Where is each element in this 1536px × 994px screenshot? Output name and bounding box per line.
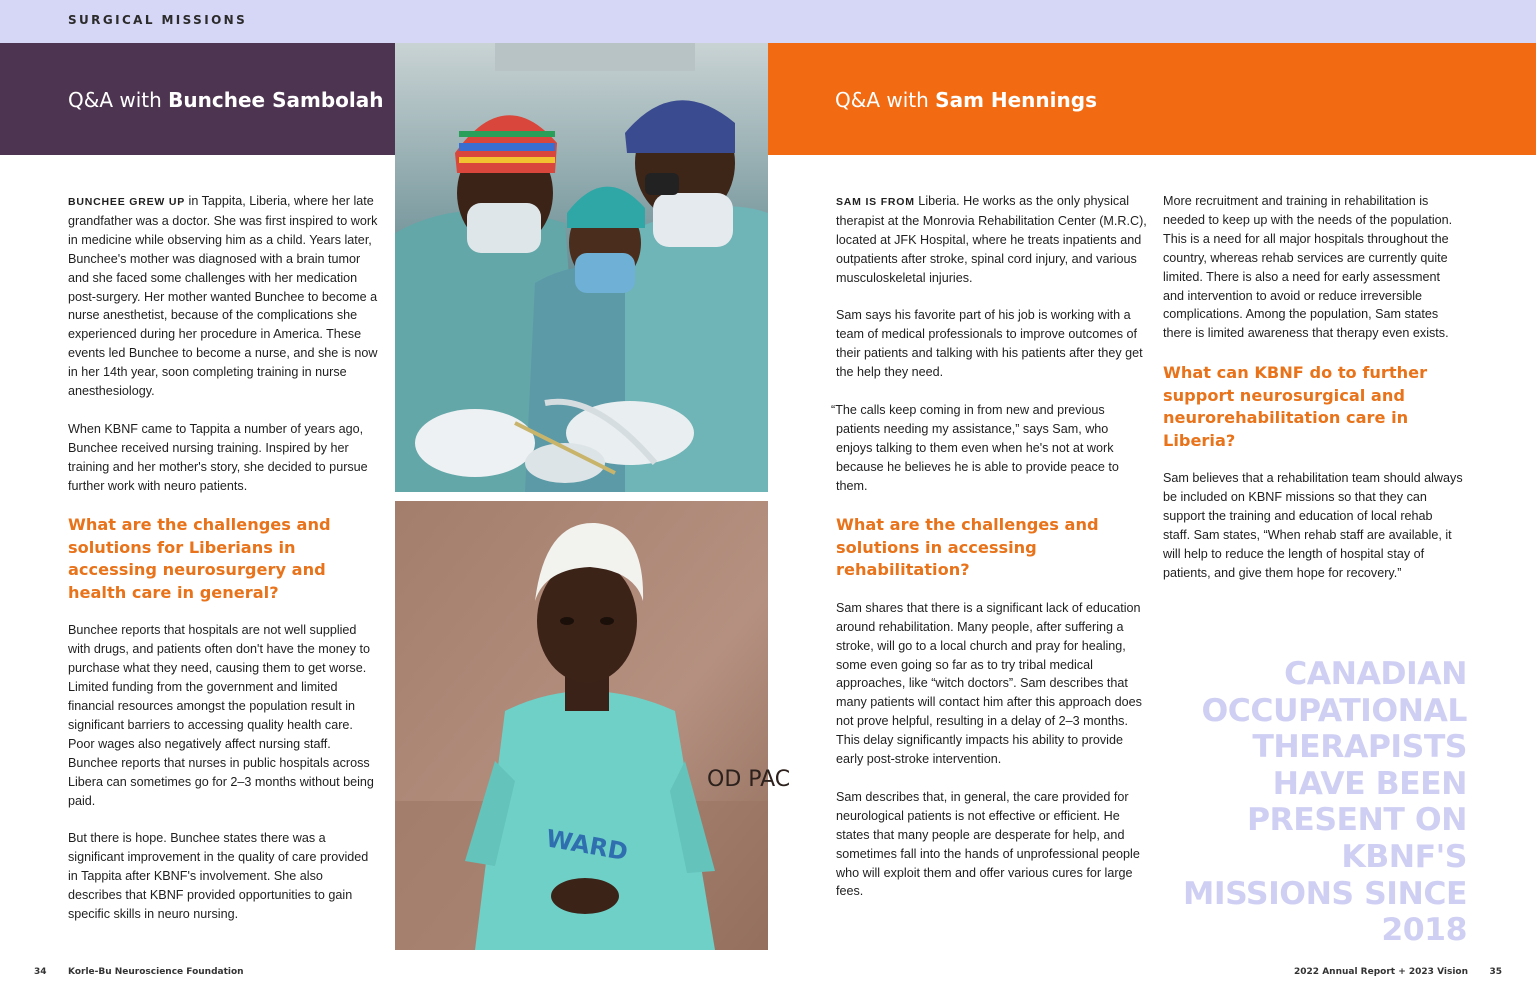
sam-quote-paragraph: “The calls keep coming in from new and previous patients needing my assistance,” says Sam, who enjoys talking to them even when he's not at work because he believes he is able to provide peace to them. <box>831 402 1119 493</box>
left-title-band <box>0 43 395 155</box>
section-label: SURGICAL MISSIONS <box>68 13 248 27</box>
sam-paragraph-6: More recruitment and training in rehabilitation is needed to keep up with the needs of the population. This is a need for all major hospitals throughout the country, whereas rehab services are currently quite limited. There is also a need for early assessment and intervention to avoid or reduce irreversible complications. Among the population, Sam states there is limited awareness that therapy even exists. <box>1163 194 1453 341</box>
wall-sign-text: OD PAC <box>707 767 791 792</box>
right-profile-title: Q&A with Sam Hennings <box>835 88 1097 112</box>
page-number-right: 35 <box>1489 967 1502 977</box>
right-title-band <box>768 43 1536 155</box>
footer-report-title: 2022 Annual Report + 2023 Vision <box>1294 967 1468 977</box>
sam-intro: SAM IS FROM Liberia. He works as the only physical therapist at the Monrovia Rehabilitation Center (M.R.C), located at JFK Hospital, where he treats inpatients and outpatients after stroke, spinal cord injury, and various musculoskeletal injuries. <box>836 194 1147 285</box>
sam-question-1: What are the challenges and solutions in accessing rehabilitation? <box>836 515 1099 580</box>
footer-organization: Korle-Bu Neuroscience Foundation <box>68 967 244 977</box>
sam-paragraph-5: Sam describes that, in general, the care provided for neurological patients is not effective or efficient. He states that many people are desperate for help, and sometimes fall into the hands of unprofessional people who will exploit them and offer various cures for large fees. <box>836 789 1140 899</box>
sam-question-2: What can KBNF do to further support neurosurgical and neurorehabilitation care in Liberia? <box>1163 363 1428 450</box>
sam-paragraph-4: Sam shares that there is a significant lack of education around rehabilitation. Many people, after suffering a stroke, will go to a local church and pray for healing, some even going so far as to try tribal medical approaches, like “witch doctors”. Sam describes that many patients will contact him after this approach does not prove helpful, resulting in a delay of 2–3 months. This delay significantly impacts his ability to provide early post-stroke intervention. <box>836 600 1142 767</box>
surgery-photo <box>395 43 768 492</box>
child-portrait-photo <box>395 501 791 950</box>
pull-quote: CANADIAN OCCUPATIONAL THERAPISTS HAVE BEEN PRESENT ON KBNF'S MISSIONS SINCE 2018 <box>1183 656 1467 949</box>
bunchee-paragraph-2: When KBNF came to Tappita a number of years ago, Bunchee received nursing training. Inspired by her training and her mother's story, she decided to pursue further work with neuro patients. <box>68 421 368 493</box>
gown-text: WARD <box>543 824 630 867</box>
sam-article-col-2 <box>1163 192 1463 601</box>
bunchee-question-1: What are the challenges and solutions for Liberians in accessing neurosurgery and health care in general? <box>68 515 331 602</box>
sam-paragraph-2: Sam says his favorite part of his job is working with a team of medical professionals to improve outcomes of their patients and talking with his patients after they get the help they need. <box>836 308 1143 380</box>
bunchee-paragraph-4: But there is hope. Bunchee states there was a significant improvement in the quality of care provided in Tappita after KBNF's involvement. She also describes that KBNF provided opportunities to gain specific skills in neuro nursing. <box>68 831 369 921</box>
bunchee-paragraph-3: Bunchee reports that hospitals are not well supplied with drugs, and patients often don't have the money to purchase what they need, causing them to get worse. Limited funding from the government and limited financial resources amongst the population result in significant barriers to accessing quality health care. Poor wages also negatively affect nursing staff. Bunchee reports that nurses in public hospitals across Libera can sometimes go for 2–3 months without being paid. <box>68 623 374 808</box>
sam-article-col-1 <box>831 192 1148 920</box>
sam-paragraph-7: Sam believes that a rehabilitation team should always be included on KBNF missions so that they can support the training and education of local rehab staff. Sam states, “When rehab staff are available, it will help to reduce the length of hospital stay of patients, and give them hope for recovery.” <box>1163 471 1463 580</box>
bunchee-intro: BUNCHEE GREW UP in Tappita, Liberia, where her late grandfather was a doctor. She was first inspired to work in medicine while observing him as a child. Years later, Bunchee's mother was diagnosed with a brain tumor and she faced some challenges with her medication post-surgery. Her mother wanted Bunchee to become a nurse anesthetist, because of the complications she experienced during her procedure in America. These events led Bunchee to become a nurse, and she is now in her 14th year, soon completing training in nurse anesthesiology. <box>68 194 378 399</box>
left-profile-title: Q&A with Bunchee Sambolah <box>68 88 384 112</box>
bunchee-article <box>68 192 380 943</box>
page-number-left: 34 <box>34 967 47 977</box>
